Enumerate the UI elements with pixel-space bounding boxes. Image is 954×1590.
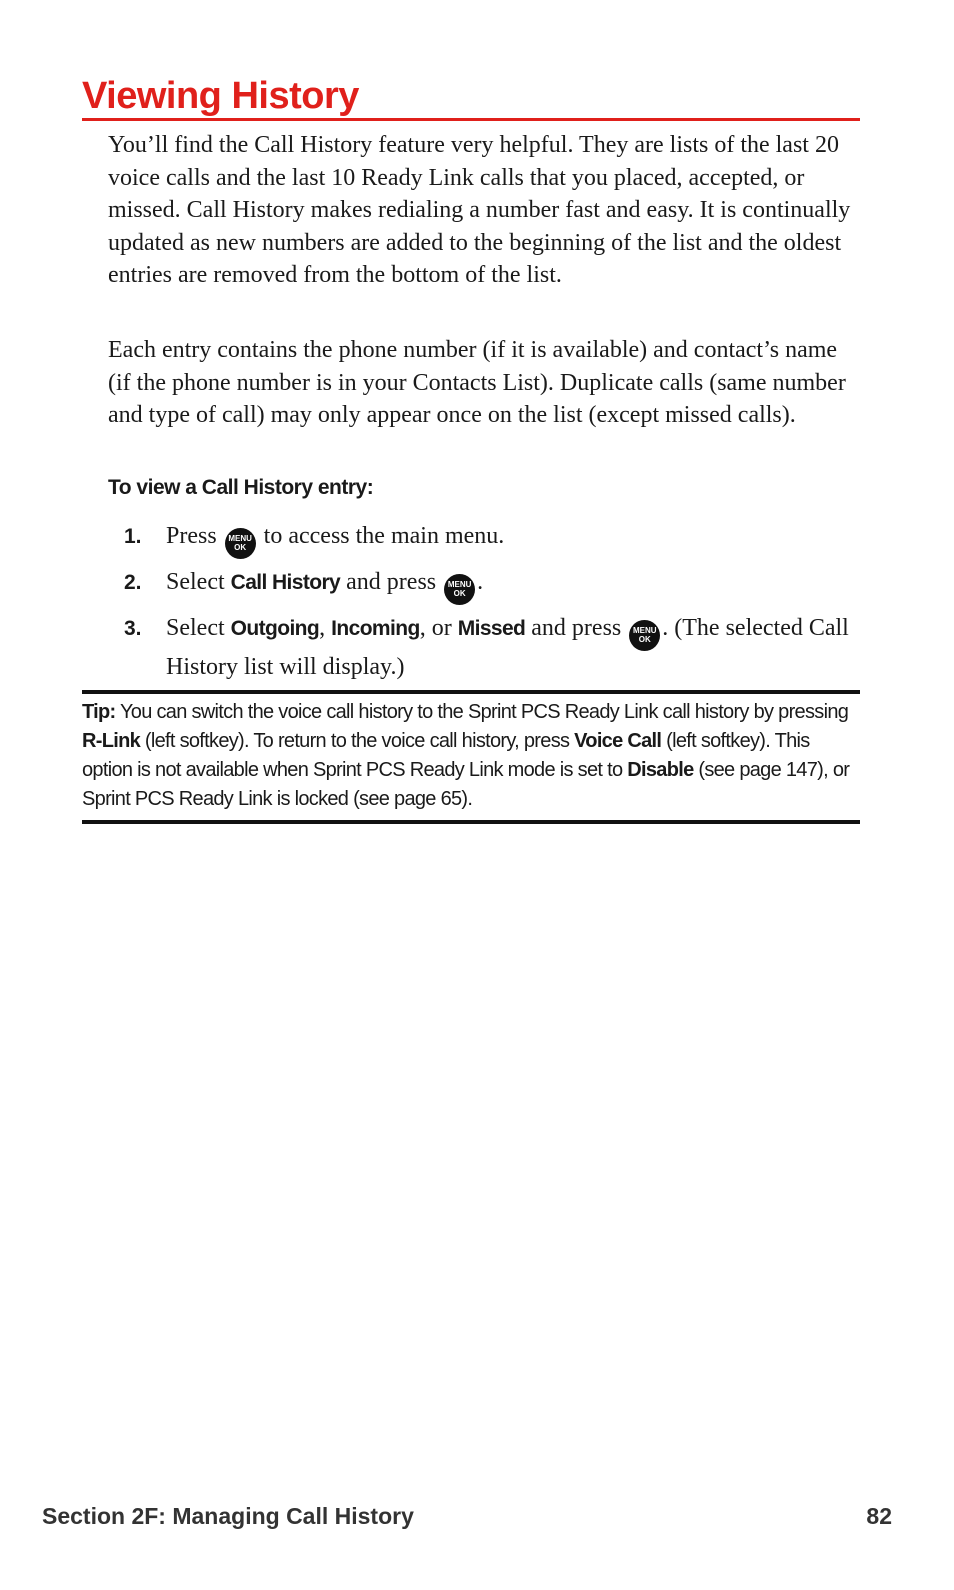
footer-section-title: Section 2F: Managing Call History [42,1503,414,1529]
procedure-heading: To view a Call History entry: [108,476,374,499]
page-title: Viewing History [82,75,359,117]
tip-box: Tip: You can switch the voice call history to the Sprint PCS Ready Link call history by pressing R-Link (left softkey). To return to the voice call history, press Voice Call (left softkey). This option is not available when Sprint PCS Ready Link mode is set to Disable (see page 147), or Sprint PCS Ready Link is locked (see page 65). [82,701,850,810]
tip-bottom-rule [82,820,860,824]
menu-ok-key-icon: MENU OK [629,620,660,651]
menu-option-outgoing: Outgoing [230,617,320,640]
step-text: Press MENU OK to access the main menu. [166,520,866,559]
intro-paragraph: You’ll find the Call History feature very helpful. They are lists of the last 20 voice calls and the last 10 Ready Link calls that you placed, accepted, or missed. Call History makes redialing a number fast and easy. It is continually updated as new numbers are added to the beginning of the list and the oldest entries are removed from the bottom of the list. [108,132,851,288]
menu-ok-key-icon: MENU OK [444,574,475,605]
step-number: 3. [124,617,142,640]
menu-option-incoming: Incoming [331,617,420,640]
option-disable: Disable [627,759,694,781]
title-underline [82,118,860,121]
menu-option-missed: Missed [457,617,526,640]
step-text: Select Outgoing, Incoming, or Missed and press MENU OK . (The selected Call History list will display.) [166,615,849,680]
step-text: Select Call History and press MENU OK . [166,566,866,605]
softkey-voice-call: Voice Call [574,730,662,752]
page-number: 82 [866,1503,892,1529]
softkey-r-link: R-Link [82,730,141,752]
step-number: 1. [124,525,142,548]
entry-description-paragraph: Each entry contains the phone number (if it is available) and contact’s name (if the phone number is in your Contacts List). Duplicate calls (same number and type of call) may only appear once on the list (except missed calls). [108,337,846,428]
menu-option-call-history: Call History [230,571,341,594]
tip-top-rule [82,690,860,694]
tip-label: Tip: [82,701,116,723]
menu-ok-key-icon: MENU OK [225,528,256,559]
step-number: 2. [124,571,142,594]
